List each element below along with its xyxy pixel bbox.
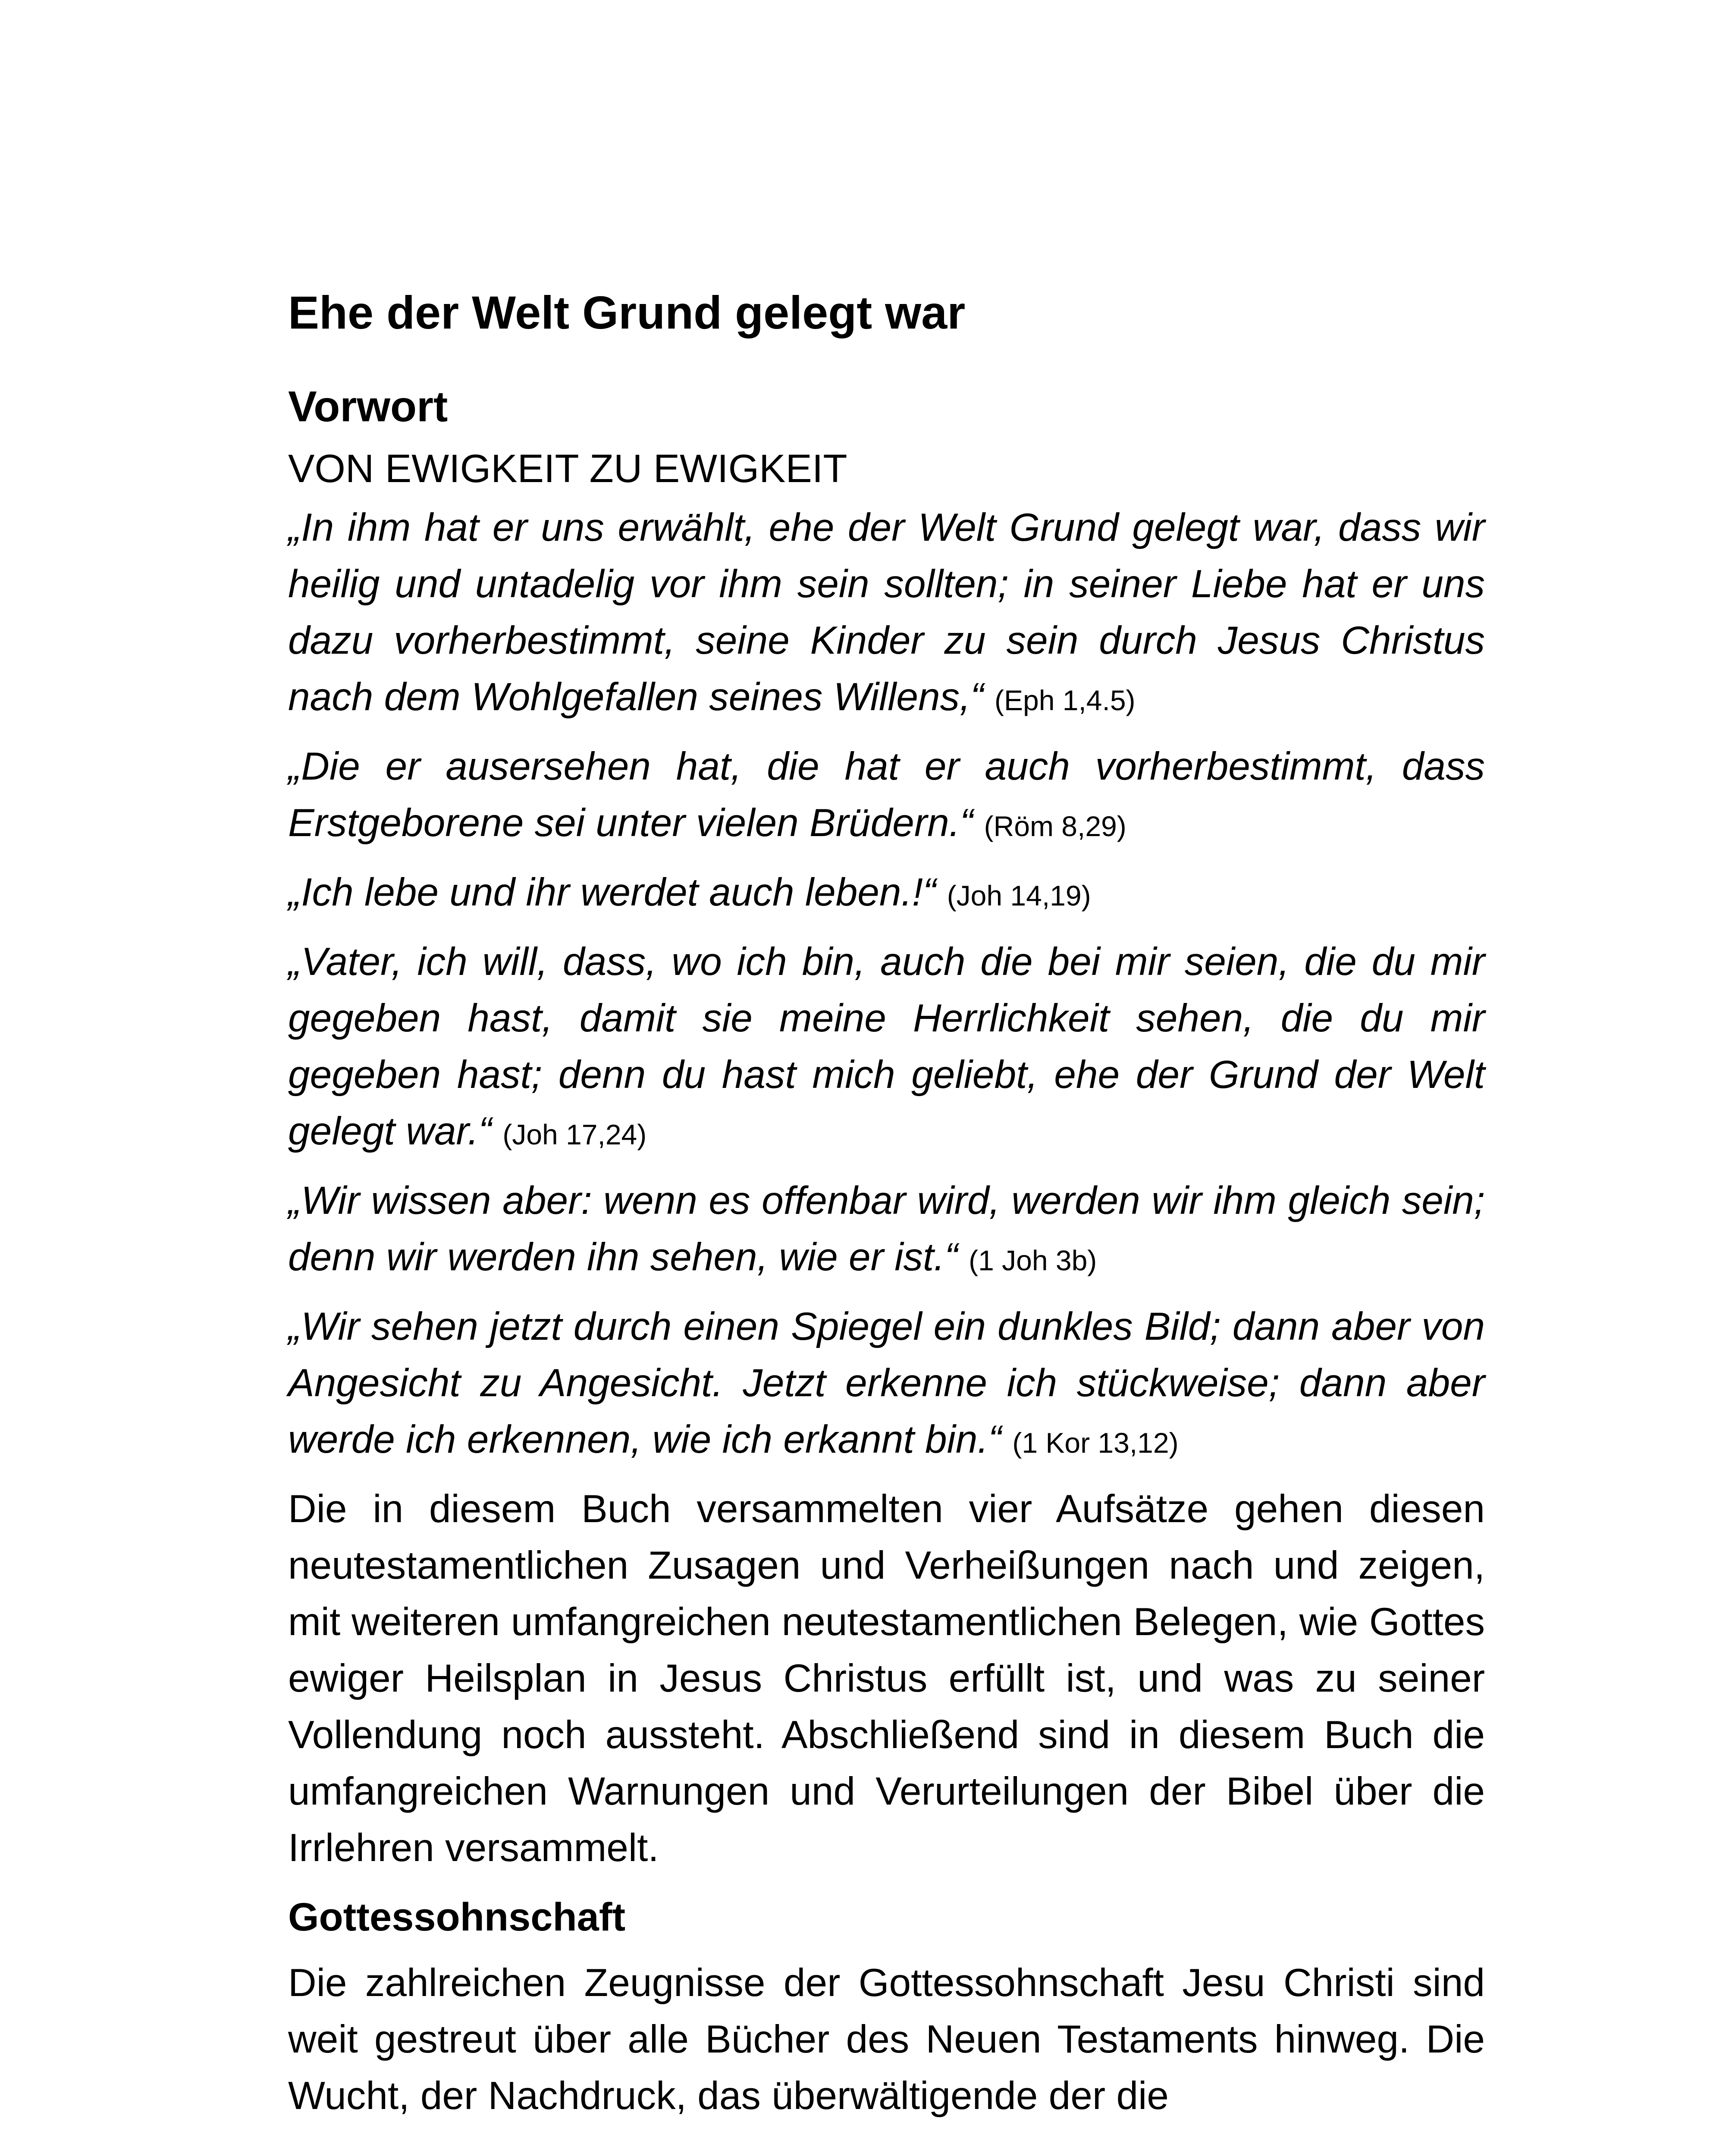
bible-quote: [288, 1298, 1485, 1471]
section-heading-vorwort: Vorwort: [288, 382, 448, 431]
quote-reference: (Röm 8,29): [984, 810, 1126, 842]
quote-text: „Die er ausersehen hat, die hat er auch vorherbestimmt, dass Erstgeborene sei unter vielen Brüdern.“: [288, 745, 1485, 845]
quote-text: „Vater, ich will, dass, wo ich bin, auch die bei mir seien, die du mir gegeben hast, damit sie meine Herrlichkeit sehen, die du mir gegeben hast; denn du hast mich geliebt, ehe der Grund der Welt gelegt war.“: [288, 940, 1485, 1153]
quote-text: „Ich lebe und ihr werdet auch leben.!“: [288, 871, 936, 914]
bible-quote: [288, 1172, 1485, 1289]
quote-text: „Wir sehen jetzt durch einen Spiegel ein dunkles Bild; dann aber von Angesicht zu Angesicht. Jetzt erkenne ich stückweise; dann aber werde ich erkennen, wie ich erkannt bin.“: [288, 1305, 1485, 1461]
document-title: Ehe der Welt Grund gelegt war: [288, 286, 966, 338]
quote-reference: (Eph 1,4.5): [994, 684, 1136, 716]
quote-reference: (1 Kor 13,12): [1012, 1427, 1179, 1459]
bible-quote: [288, 738, 1485, 855]
quote-text: „Wir wissen aber: wenn es offenbar wird, werden wir ihm gleich sein; denn wir werden ihn sehen, wie er ist.“: [288, 1179, 1485, 1279]
bible-quote: [288, 499, 1485, 729]
caps-subtitle: VON EWIGKEIT ZU EWIGKEIT: [288, 447, 847, 491]
intro-paragraph: Die in diesem Buch versammelten vier Aufsätze gehen diesen neutestamentlichen Zusagen und Verheißungen nach und zeigen, mit weiteren umfangreichen neutestamentlichen Belegen, wie Gottes ewiger Heilsplan in Jesus Christus erfüllt ist, und was zu seiner Vollendung noch aussteht. Abschließend sind in diesem Buch die umfangreichen Warnungen und Verurteilungen der Bibel über die Irrlehren versammelt.: [288, 1487, 1485, 1870]
quote-reference: (Joh 17,24): [502, 1119, 647, 1150]
closing-paragraph: Die zahlreichen Zeugnisse der Gottessohnschaft Jesu Christi sind weit gestreut über alle Bücher des Neuen Testaments hinweg. Die Wucht, der Nachdruck, das überwältigende der die: [288, 1961, 1485, 2118]
quote-text: „In ihm hat er uns erwählt, ehe der Welt Grund gelegt war, dass wir heilig und untadelig vor ihm sein sollten; in seiner Liebe hat er uns dazu vorherbestimmt, seine Kinder zu sein durch Jesus Christus nach dem Wohlgefallen seines Willens,“: [288, 506, 1485, 719]
quote-reference: (1 Joh 3b): [969, 1244, 1097, 1276]
bible-quote: [288, 864, 1485, 924]
page-content: [288, 285, 1485, 2137]
bible-quote: [288, 934, 1485, 1163]
quote-reference: (Joh 14,19): [947, 880, 1091, 912]
subheading-gottessohnschaft: Gottessohnschaft: [288, 1895, 626, 1939]
